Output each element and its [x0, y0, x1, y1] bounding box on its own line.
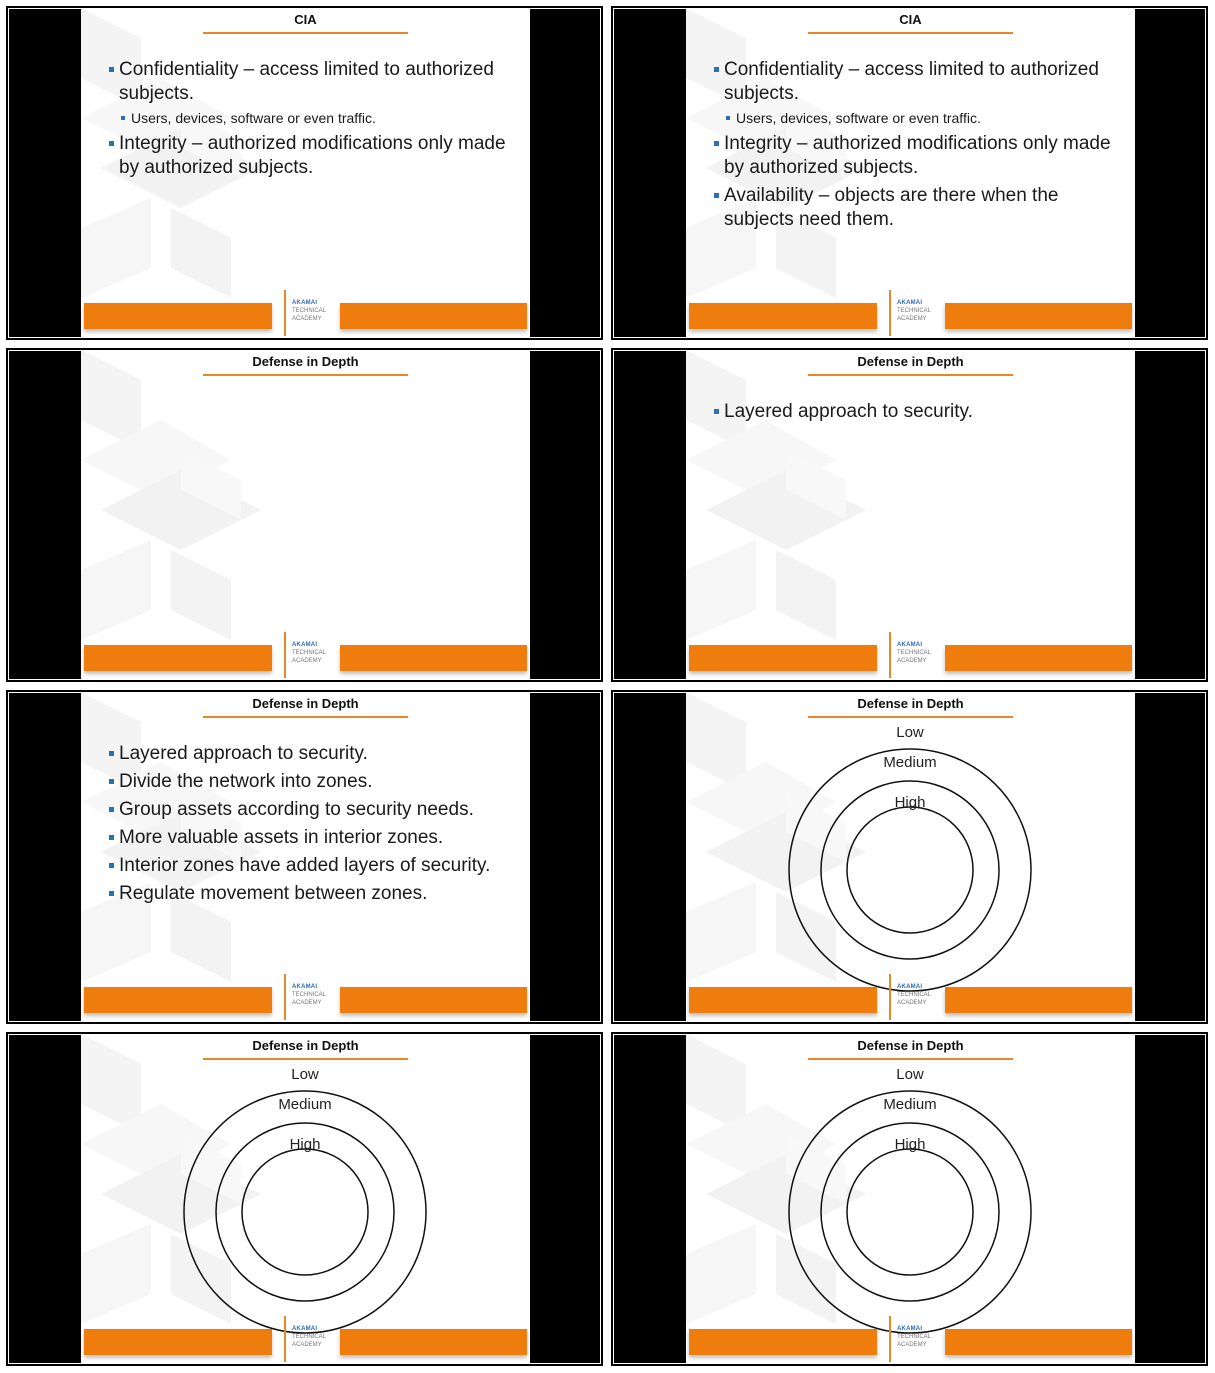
slide-thumbnail[interactable] — [611, 1032, 1208, 1366]
footer-bar-right — [340, 645, 527, 671]
logo-text: AKAMAI — [897, 1326, 923, 1332]
logo-text: TECHNICAL — [897, 992, 932, 998]
title-underline — [808, 716, 1013, 718]
logo-text: AKAMAI — [897, 984, 923, 990]
slide-thumbnail[interactable] — [611, 348, 1208, 682]
title-underline — [808, 1058, 1013, 1060]
slide-title: Defense in Depth — [252, 1038, 359, 1053]
akamai-logo — [889, 632, 941, 678]
footer-bar-right — [340, 987, 527, 1013]
medium-label: Medium — [883, 1096, 937, 1113]
slide-canvas — [686, 8, 1135, 338]
bullet-item: Availability – objects are there when the subjects need them. — [714, 184, 1124, 232]
slide-canvas — [686, 350, 1135, 680]
logo-text: ACADEMY — [897, 658, 927, 664]
footer-bar-left — [84, 303, 272, 329]
logo-text: ACADEMY — [897, 316, 927, 322]
bullet-item: Confidentiality – access limited to authorized subjects. — [714, 58, 1124, 106]
logo-text: TECHNICAL — [897, 308, 932, 314]
slide-thumbnail[interactable] — [6, 1032, 603, 1366]
logo-text: TECHNICAL — [897, 650, 932, 656]
footer-bar-right — [945, 645, 1132, 671]
title-underline — [203, 374, 408, 376]
bullet-list — [109, 58, 519, 184]
low-label: Low — [896, 724, 924, 741]
logo-text: ACADEMY — [292, 316, 322, 322]
bullet-item: Interior zones have added layers of security. — [109, 854, 519, 878]
footer-bar-left — [84, 987, 272, 1013]
slide-thumbnail[interactable] — [611, 6, 1208, 340]
footer-bar-right — [945, 1329, 1132, 1355]
slide-title: Defense in Depth — [252, 354, 359, 369]
slide-thumbnail[interactable] — [6, 348, 603, 682]
footer-bar-left — [689, 987, 877, 1013]
slide-canvas — [81, 1034, 530, 1364]
slide-canvas — [81, 692, 530, 1022]
footer-bar-right — [945, 987, 1132, 1013]
slide-canvas — [81, 8, 530, 338]
slide-title: Defense in Depth — [252, 696, 359, 711]
medium-label: Medium — [883, 754, 937, 771]
akamai-logo — [889, 1316, 941, 1362]
logo-text: TECHNICAL — [292, 308, 327, 314]
inner-ring — [242, 1149, 368, 1275]
akamai-logo — [284, 632, 336, 678]
footer-bar-left — [689, 645, 877, 671]
logo-text: AKAMAI — [897, 642, 923, 648]
low-label: Low — [291, 1066, 319, 1083]
logo-text: TECHNICAL — [292, 650, 327, 656]
inner-ring — [847, 807, 973, 933]
outer-ring — [184, 1091, 426, 1333]
bullet-item: Integrity – authorized modifications only made by authorized subjects. — [714, 132, 1124, 180]
title-underline — [203, 32, 408, 34]
akamai-logo — [284, 974, 336, 1020]
bullet-item: Layered approach to security. — [714, 400, 1124, 424]
bullet-item: Regulate movement between zones. — [109, 882, 519, 906]
slide-title: CIA — [899, 12, 922, 27]
slide-thumbnail[interactable] — [6, 6, 603, 340]
footer-bar-left — [689, 1329, 877, 1355]
inner-ring — [847, 1149, 973, 1275]
footer-bar-left — [84, 645, 272, 671]
logo-text: AKAMAI — [292, 1326, 318, 1332]
title-underline — [808, 32, 1013, 34]
logo-text: AKAMAI — [897, 300, 923, 306]
akamai-logo — [284, 1316, 336, 1362]
bullet-item: Group assets according to security needs. — [109, 798, 519, 822]
bullet-list — [714, 400, 1124, 428]
slide-canvas — [686, 1034, 1135, 1364]
slide-title: Defense in Depth — [857, 1038, 964, 1053]
logo-text: TECHNICAL — [292, 992, 327, 998]
slide-canvas — [81, 350, 530, 680]
slide-canvas — [686, 692, 1135, 1022]
bullet-item: Divide the network into zones. — [109, 770, 519, 794]
title-underline — [203, 1058, 408, 1060]
background-pattern — [81, 350, 530, 680]
slide-title: Defense in Depth — [857, 696, 964, 711]
slide-title: Defense in Depth — [857, 354, 964, 369]
title-underline — [203, 716, 408, 718]
high-label: High — [289, 1136, 321, 1153]
logo-text: AKAMAI — [292, 642, 318, 648]
slide-title: CIA — [294, 12, 317, 27]
logo-text: TECHNICAL — [897, 1334, 932, 1340]
bullet-item: Integrity – authorized modifications only made by authorized subjects. — [109, 132, 519, 180]
logo-text: ACADEMY — [897, 1000, 927, 1006]
slide-thumbnail[interactable] — [611, 690, 1208, 1024]
title-underline — [808, 374, 1013, 376]
logo-text: TECHNICAL — [292, 1334, 327, 1340]
footer-bar-right — [340, 303, 527, 329]
bullet-list — [109, 742, 519, 910]
sub-bullet-item: Users, devices, software or even traffic. — [109, 108, 519, 128]
footer-bar-right — [945, 303, 1132, 329]
footer-bar-left — [689, 303, 877, 329]
sub-bullet-item: Users, devices, software or even traffic. — [714, 108, 1124, 128]
slide-thumbnail[interactable] — [6, 690, 603, 1024]
footer-bar-right — [340, 1329, 527, 1355]
logo-text: ACADEMY — [897, 1342, 927, 1348]
logo-text: ACADEMY — [292, 1000, 322, 1006]
outer-ring — [789, 749, 1031, 991]
bullet-item: Layered approach to security. — [109, 742, 519, 766]
akamai-logo — [284, 290, 336, 336]
outer-ring — [789, 1091, 1031, 1333]
akamai-logo — [889, 290, 941, 336]
logo-text: AKAMAI — [292, 300, 318, 306]
high-label: High — [894, 1136, 926, 1153]
logo-text: AKAMAI — [292, 984, 318, 990]
high-label: High — [894, 794, 926, 811]
bullet-list — [714, 58, 1124, 236]
akamai-logo — [889, 974, 941, 1020]
logo-text: ACADEMY — [292, 1342, 322, 1348]
footer-bar-left — [84, 1329, 272, 1355]
logo-text: ACADEMY — [292, 658, 322, 664]
bullet-item: More valuable assets in interior zones. — [109, 826, 519, 850]
medium-label: Medium — [278, 1096, 332, 1113]
low-label: Low — [896, 1066, 924, 1083]
bullet-item: Confidentiality – access limited to authorized subjects. — [109, 58, 519, 106]
